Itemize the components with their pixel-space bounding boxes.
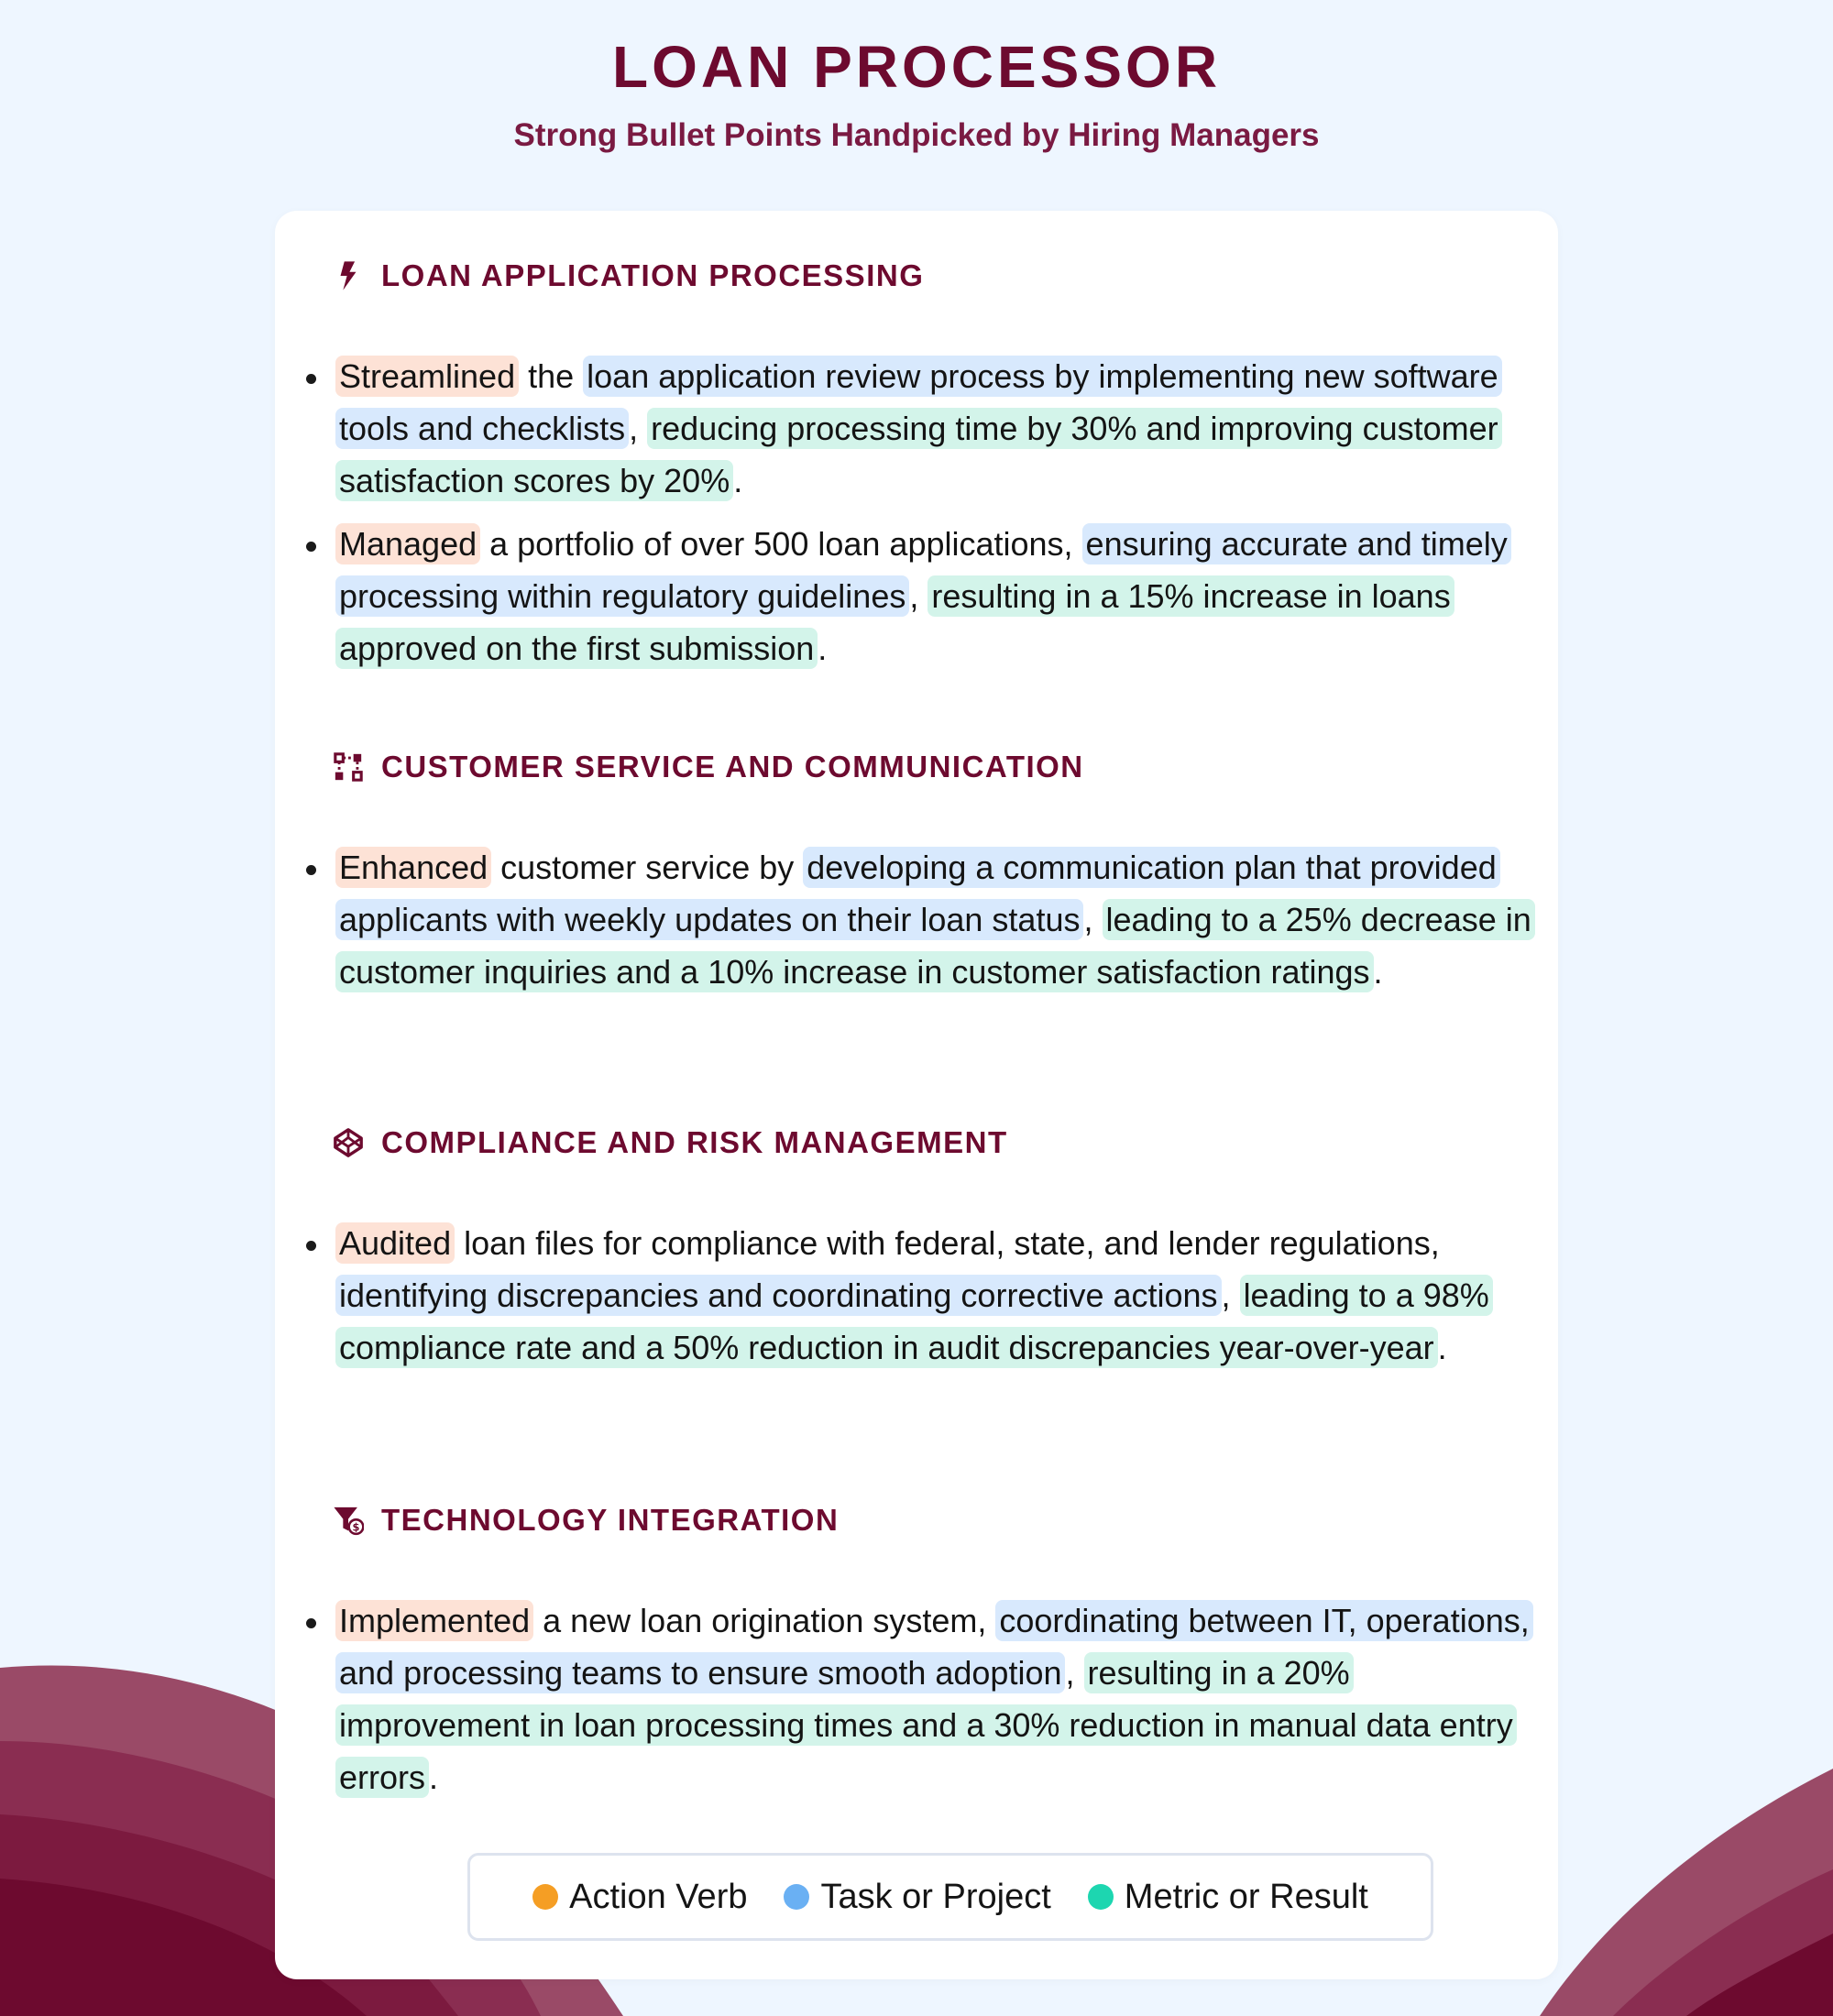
- plain-text: a new loan origination system,: [533, 1602, 996, 1639]
- result-highlight: leading to a 98% compliance rate and a 50% reduction in audit discrepancies year-over-year: [335, 1275, 1493, 1368]
- legend-label: Task or Project: [820, 1877, 1051, 1916]
- section-technology-integration: [330, 1497, 1540, 1814]
- plain-text: .: [733, 462, 743, 499]
- teal-dot-icon: [1088, 1884, 1114, 1910]
- codepen-cube-icon: [330, 1124, 367, 1161]
- section-title: LOAN APPLICATION PROCESSING: [381, 258, 925, 292]
- bullet-item: [330, 518, 1540, 674]
- bullet-marker: [306, 865, 316, 875]
- result-highlight: reducing processing time by 30% and improving customer satisfaction scores by 20%: [335, 408, 1502, 501]
- legend-label: Action Verb: [569, 1877, 748, 1916]
- bullet-item: [330, 1594, 1540, 1803]
- page-subtitle: Strong Bullet Points Handpicked by Hiring Managers: [513, 117, 1320, 153]
- bullet-list: [330, 1594, 1540, 1803]
- task-highlight: developing a communication plan that provided applicants with weekly updates on their loan status: [335, 847, 1500, 940]
- workflow-nodes-icon: [330, 749, 367, 785]
- page-title: LOAN PROCESSOR: [611, 34, 1222, 100]
- bullet-item: [330, 1217, 1540, 1374]
- funnel-dollar-icon: [330, 1502, 367, 1539]
- plain-text: the: [519, 357, 584, 395]
- plain-text: .: [818, 630, 828, 667]
- plain-text: .: [1373, 953, 1383, 991]
- bullet-marker: [306, 374, 316, 384]
- legend-item-result: [1088, 1878, 1368, 1917]
- plain-text: loan files for compliance with federal, state, and lender regulations,: [455, 1224, 1440, 1262]
- bullet-marker: [306, 1241, 316, 1251]
- result-highlight: resulting in a 15% increase in loans approved on the first submission: [335, 575, 1454, 669]
- legend-item-task: [784, 1878, 1050, 1917]
- result-highlight: leading to a 25% decrease in customer inquiries and a 10% increase in customer satisfaction ratings: [335, 899, 1535, 992]
- task-highlight: loan application review process by implementing new software tools and checklists: [335, 356, 1502, 449]
- section-header: [330, 253, 1540, 299]
- section-title: COMPLIANCE AND RISK MANAGEMENT: [381, 1125, 1008, 1159]
- svg-text:$: $: [352, 1520, 360, 1534]
- content-card: [275, 211, 1558, 1979]
- bullet-item: [330, 841, 1540, 998]
- plain-text: ,: [1221, 1276, 1240, 1314]
- task-highlight: identifying discrepancies and coordinating corrective actions: [335, 1275, 1222, 1316]
- plain-text: .: [429, 1759, 439, 1796]
- plain-text: ,: [909, 577, 928, 615]
- action-verb-highlight: Audited: [335, 1222, 455, 1264]
- result-highlight: resulting in a 20% improvement in loan processing times and a 30% reduction in manual data entry errors: [335, 1652, 1517, 1798]
- plain-text: customer service by: [491, 849, 804, 886]
- bullet-marker: [306, 1618, 316, 1628]
- section-header: [330, 1120, 1540, 1166]
- section-header: [330, 744, 1540, 790]
- section-customer-service: [330, 744, 1540, 1009]
- plain-text: ,: [1065, 1654, 1084, 1692]
- bullet-item: [330, 350, 1540, 507]
- task-highlight: coordinating between IT, operations, and processing teams to ensure smooth adoption: [335, 1600, 1533, 1693]
- plain-text: ,: [629, 410, 648, 447]
- task-highlight: ensuring accurate and timely processing within regulatory guidelines: [335, 523, 1511, 617]
- action-verb-highlight: Streamlined: [335, 356, 519, 397]
- action-verb-highlight: Managed: [335, 523, 480, 564]
- blue-dot-icon: [784, 1884, 809, 1910]
- legend-label: Metric or Result: [1124, 1877, 1368, 1916]
- action-verb-highlight: Enhanced: [335, 847, 491, 888]
- section-title: TECHNOLOGY INTEGRATION: [381, 1503, 840, 1537]
- section-loan-application-processing: [330, 253, 1540, 685]
- bullet-marker: [306, 542, 316, 552]
- plain-text: ,: [1083, 901, 1103, 938]
- action-verb-highlight: Implemented: [335, 1600, 533, 1641]
- highlight-legend: [467, 1853, 1433, 1941]
- section-title: CUSTOMER SERVICE AND COMMUNICATION: [381, 750, 1084, 783]
- section-compliance-risk: [330, 1120, 1540, 1385]
- bullet-list: [330, 841, 1540, 998]
- orange-dot-icon: [532, 1884, 558, 1910]
- legend-item-action-verb: [532, 1878, 747, 1917]
- lightning-bolt-icon: [330, 257, 367, 294]
- page-header: [0, 0, 1833, 154]
- plain-text: a portfolio of over 500 loan applications,: [480, 525, 1082, 563]
- section-header: [330, 1497, 1540, 1543]
- bullet-list: [330, 1217, 1540, 1374]
- bullet-list: [330, 350, 1540, 674]
- plain-text: .: [1437, 1329, 1447, 1366]
